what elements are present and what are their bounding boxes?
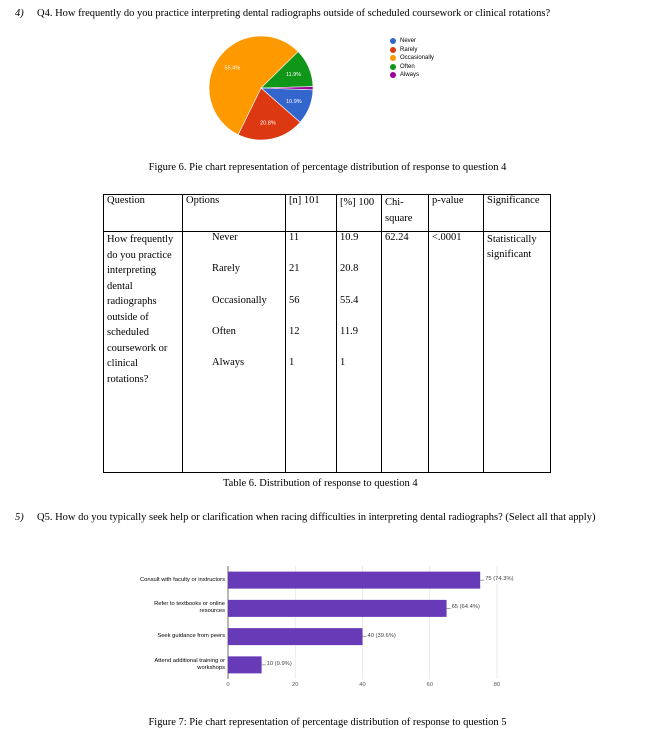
category-label: [110, 577, 225, 584]
legend-label-never: Never: [400, 38, 417, 45]
question-text: Q5. How do you typically seek help or clarification when racing difficulties in interpreting dental radiographs? (Select all that apply): [37, 512, 596, 523]
table-6-caption: Table 6. Distribution of response to question 4: [223, 478, 418, 489]
legend-label-rarely: Rarely: [400, 46, 418, 53]
option-always: Always: [212, 357, 245, 369]
n-always: 1: [289, 357, 295, 369]
category-label-line: resources: [199, 608, 225, 615]
legend-label-always: Always: [400, 72, 420, 79]
bar: [228, 600, 447, 617]
n-occasionally: 56: [289, 294, 300, 306]
header-chi: Chi-square: [382, 195, 429, 232]
n-rarely: 21: [289, 263, 300, 275]
x-tick-label: 80: [493, 682, 501, 688]
option-often: Often: [212, 325, 236, 337]
x-tick-label: 40: [359, 682, 366, 688]
header-pct: [%] 100: [337, 195, 382, 232]
pct-often: 11.9: [340, 325, 358, 337]
figure-6-caption: Figure 6. Pie chart representation of percentage distribution of response to question 4: [148, 162, 507, 173]
option-never: Never: [212, 232, 238, 243]
x-tick-label: 60: [426, 682, 433, 688]
pie-slice-label-occasionally: 55.4%: [224, 65, 241, 72]
cell-significance: Statistically significant: [484, 232, 551, 473]
question-number: 5): [15, 512, 24, 523]
category-label: [110, 601, 225, 615]
question-text: Q4. How frequently do you practice interpreting dental radiographs outside of scheduled coursework or clinical rotations?: [37, 8, 551, 19]
category-label-line: Refer to textbooks or online: [154, 601, 225, 608]
header-p: p-value: [429, 195, 484, 232]
pie-slice-label-rarely: 20.8%: [260, 120, 276, 127]
option-rarely: Rarely: [212, 263, 240, 275]
bar-value-label: 75 (74.3%): [485, 576, 514, 583]
pie-slice-label-never: 10.9%: [286, 99, 302, 106]
option-occasionally: Occasionally: [212, 294, 267, 306]
category-label-line: workshops: [197, 664, 225, 671]
n-often: 12: [289, 325, 300, 337]
cell-chi: 62.24: [382, 232, 429, 473]
legend-label-often: Often: [400, 63, 415, 70]
bar: [228, 656, 262, 673]
category-label-line: Attend additional training or: [154, 657, 225, 664]
cell-question: How frequently do you practice interpreting dental radiographs outside of scheduled coursework or clinical rotations?: [104, 232, 183, 473]
category-label: [110, 633, 225, 640]
header-n: [n] 101: [286, 195, 337, 232]
bar-value-label: 65 (64.4%): [451, 604, 480, 611]
x-tick-label: 20: [292, 682, 299, 688]
figure-7-caption: Figure 7: Pie chart representation of percentage distribution of response to question 5: [148, 717, 507, 728]
header-question: Question: [104, 195, 183, 232]
cell-p: <.0001: [429, 232, 484, 473]
pct-rarely: 20.8: [340, 263, 359, 275]
bar-value-label: 10 (9.9%): [266, 660, 292, 667]
pie-slice-label-often: 11.9%: [285, 72, 302, 79]
pct-occasionally: 55.4: [340, 294, 359, 306]
pct-never: 10.9: [340, 232, 359, 243]
bar: [228, 628, 363, 645]
bar: [228, 572, 480, 589]
legend-label-occasionally: Occasionally: [400, 55, 435, 62]
header-significance: Significance: [484, 195, 551, 232]
question-number: 4): [15, 8, 24, 19]
pct-always: 1: [340, 357, 346, 369]
category-label-line: Consult with faculty or instructors: [139, 576, 225, 583]
bar-value-label: 40 (39.6%): [367, 632, 396, 639]
x-tick-label: 0: [226, 682, 230, 688]
category-label: [110, 658, 225, 672]
header-options: Options: [183, 195, 286, 232]
category-label-line: Seek guidance from peers: [157, 633, 225, 640]
n-never: 11: [289, 232, 300, 243]
